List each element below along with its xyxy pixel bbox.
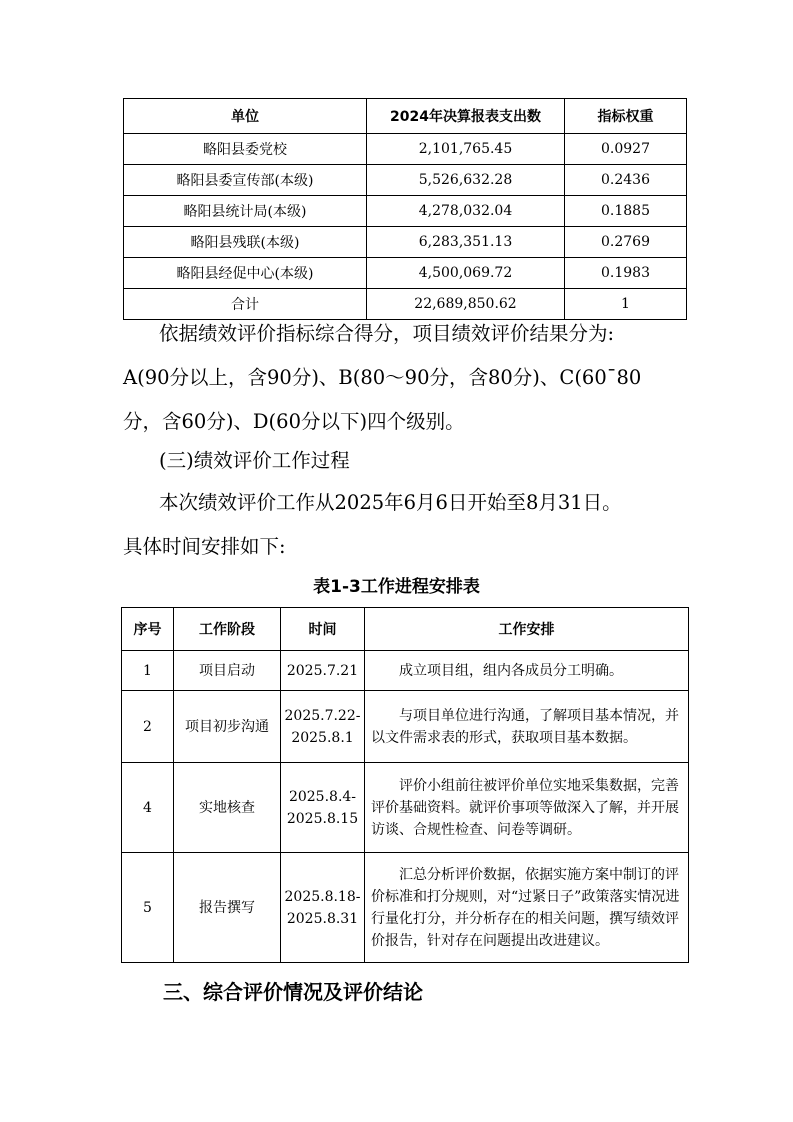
plan-text: 汇总分析评价数据，依据实施方案中制订的评价标准和打分规则，对“过紧日子”政策落实情况进行量化打分，并分析存在的相关问题，撰写绩效评价报告，针对存在问题提出改进建议。 [371, 866, 680, 949]
grading-text-line: 依据绩效评价指标综合得分，项目绩效评价结果分为: [159, 322, 615, 345]
unit-cell: 略阳县统计局(本级) [124, 196, 367, 227]
weight-cell: 1 [565, 289, 687, 320]
column-header: 时间 [281, 608, 365, 651]
expense-cell: 2,101,765.45 [367, 134, 565, 165]
table-header-row [124, 99, 687, 134]
time-cell: 2025.8.18-2025.8.31 [281, 853, 365, 963]
table-row [122, 853, 689, 963]
unit-cell: 略阳县残联(本级) [124, 227, 367, 258]
table-row [124, 196, 687, 227]
schedule-text-line: 本次绩效评价工作从2025年6月6日开始至8月31日。 [159, 491, 622, 514]
table-row [124, 165, 687, 196]
unit-cell: 合计 [124, 289, 367, 320]
plan-cell [365, 651, 689, 691]
stage-cell: 实地核查 [174, 763, 281, 853]
plan-cell [365, 763, 689, 853]
row-number: 5 [122, 853, 174, 963]
expense-cell: 4,278,032.04 [367, 196, 565, 227]
weight-cell: 0.1885 [565, 196, 687, 227]
unit-cell: 略阳县委党校 [124, 134, 367, 165]
grading-text-line: A(90分以上，含90分)、B(80～90分，含80分)、C(60¯80 [123, 366, 642, 389]
plan-cell [365, 691, 689, 763]
weight-cell: 0.1983 [565, 258, 687, 289]
row-number: 4 [122, 763, 174, 853]
plan-cell [365, 853, 689, 963]
row-number: 1 [122, 651, 174, 691]
time-cell: 2025.7.22-2025.8.1 [281, 691, 365, 763]
stage-cell: 项目初步沟通 [174, 691, 281, 763]
table-row [122, 763, 689, 853]
schedule-table [121, 607, 689, 963]
table-header-row [122, 608, 689, 651]
weight-cell: 0.0927 [565, 134, 687, 165]
table-caption: 表1-3工作进程安排表 [313, 577, 480, 597]
column-header: 序号 [122, 608, 174, 651]
table-row [122, 691, 689, 763]
row-number: 2 [122, 691, 174, 763]
column-header: 指标权重 [565, 99, 687, 134]
plan-text: 与项目单位进行沟通，了解项目基本情况，并以文件需求表的形式，获取项目基本数据。 [371, 707, 679, 746]
stage-cell: 报告撰写 [174, 853, 281, 963]
weight-table [123, 98, 687, 320]
column-header: 工作安排 [365, 608, 689, 651]
stage-cell: 项目启动 [174, 651, 281, 691]
column-header: 工作阶段 [174, 608, 281, 651]
chapter-heading: 三、综合评价情况及评价结论 [163, 980, 423, 1004]
time-cell: 2025.7.21 [281, 651, 365, 691]
table-row [124, 134, 687, 165]
unit-cell: 略阳县委宣传部(本级) [124, 165, 367, 196]
schedule-text-line: 具体时间安排如下: [123, 535, 286, 558]
table-row [122, 651, 689, 691]
column-header: 单位 [124, 99, 367, 134]
expense-cell: 6,283,351.13 [367, 227, 565, 258]
expense-cell: 5,526,632.28 [367, 165, 565, 196]
column-header: 2024年决算报表支出数 [367, 99, 565, 134]
time-cell: 2025.8.4-2025.8.15 [281, 763, 365, 853]
expense-cell: 22,689,850.62 [367, 289, 565, 320]
weight-cell: 0.2436 [565, 165, 687, 196]
table-row [124, 227, 687, 258]
plan-text: 评价小组前往被评价单位实地采集数据，完善评价基础资料。就评价事项等做深入了解，并开展访谈、合规性检查、问卷等调研。 [371, 777, 679, 838]
grading-text-line: 分，含60分)、D(60分以下)四个级别。 [123, 410, 465, 433]
table-row [124, 258, 687, 289]
section-heading: (三)绩效评价工作过程 [159, 449, 350, 472]
weight-cell: 0.2769 [565, 227, 687, 258]
unit-cell: 略阳县经促中心(本级) [124, 258, 367, 289]
plan-text: 成立项目组，组内各成员分工明确。 [399, 662, 623, 679]
expense-cell: 4,500,069.72 [367, 258, 565, 289]
